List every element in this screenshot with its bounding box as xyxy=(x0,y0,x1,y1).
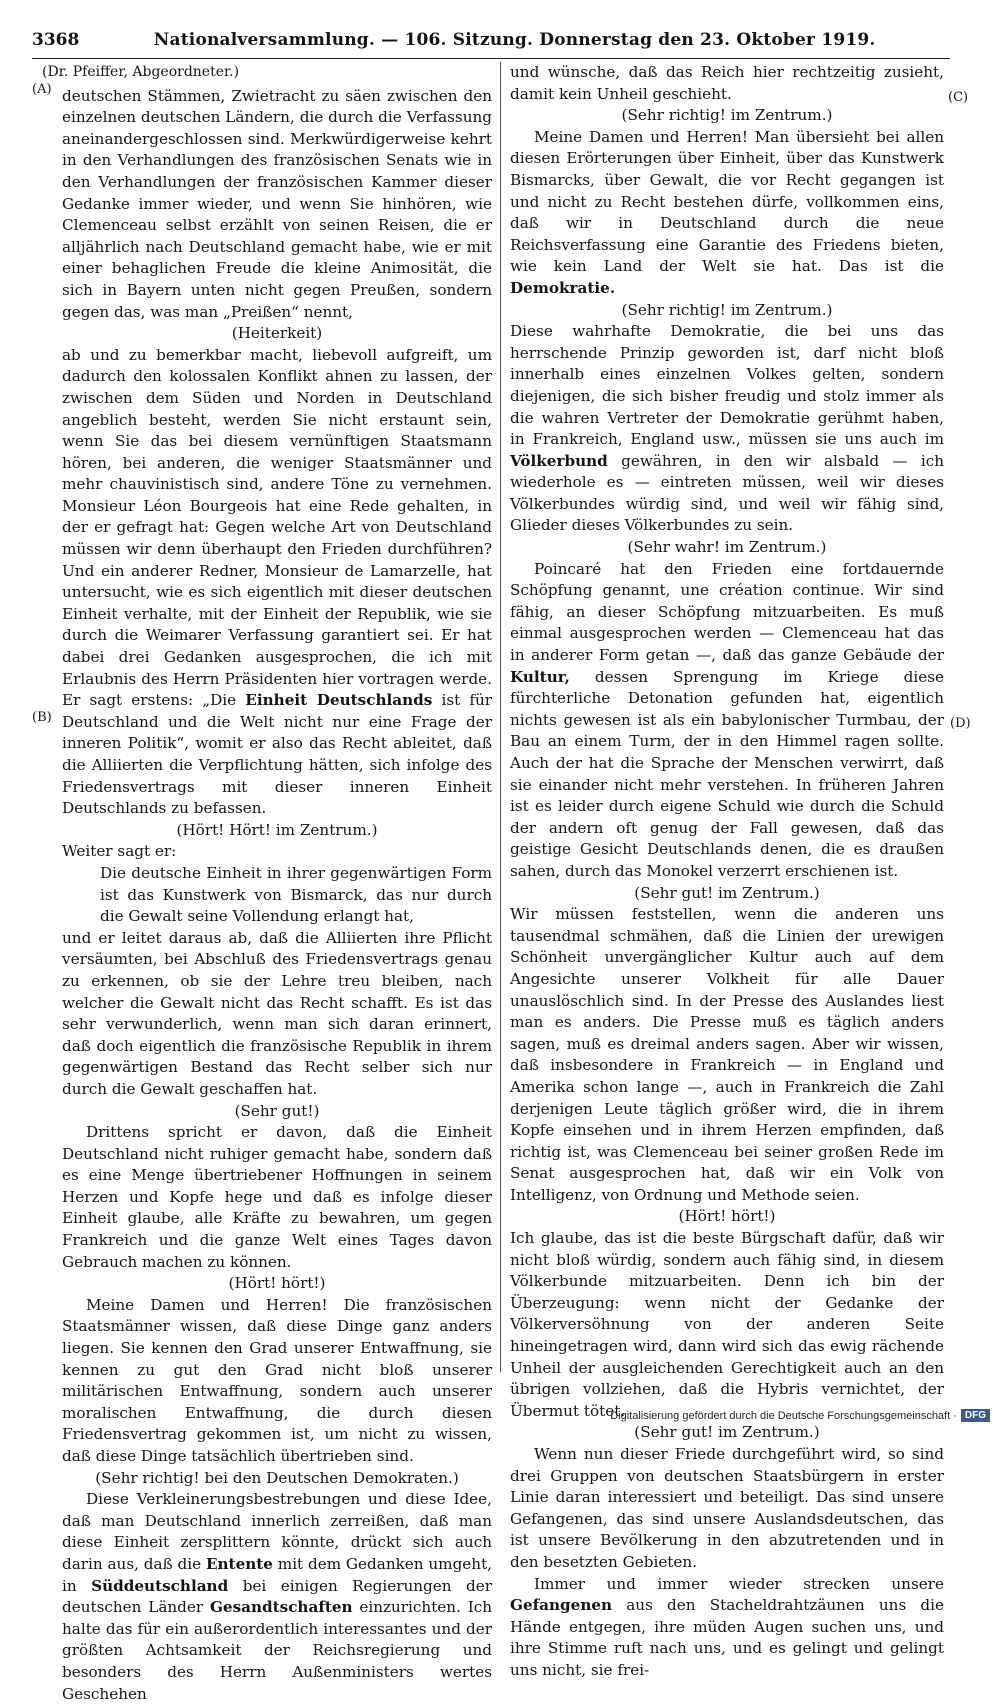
paragraph: Poincaré hat den Frieden eine fortdauernde Schöpfung genannt, une création continue. Wir sind fähig, an dieser Schöpfung mitzuarbeiten. Es muß einmal ausgesprochen werden — Clemenceau hat das in anderer Form getan —, daß das ganze Gebäude der Kultur, dessen Sprengung im Kriege diese fürchterliche Detonation gefunden hat, eigentlich nichts gewesen ist als ein babylonischer Turmbau, der Bau an einem Turm, der in den Himmel ragen sollte. Auch der hat die Sprache der Menschen verwirrt, daß sie einander nicht mehr verstehen. In früheren Jahren ist es leider durch eigene Schuld wie durch die Schuld der andern oft genug der Fall gewesen, daß das geistige Gesicht Deutschlands denen, die es draußen sahen, durch das Monokel verzerrt erschienen ist. xyxy=(510,559,944,880)
margin-marker-b: (B) xyxy=(32,710,52,725)
dfg-logo: DFG xyxy=(961,1409,990,1422)
paragraph: Wenn nun dieser Friede durchgeführt wird, so sind drei Gruppen von deutschen Staatsbürgern in erster Linie daran interessiert und beteiligt. Das sind unsere Gefangenen, das sind unsere Auslandsdeutschen, das ist unsere Bevölkerung in den abzutretenden und in den besetzten Gebieten. xyxy=(510,1445,944,1571)
interjection: (Hört! Hört! im Zentrum.) xyxy=(176,820,378,839)
quotation: Die deutsche Einheit in ihrer gegenwärtigen Form ist das Kunstwerk von Bismarck, das nur durch die Gewalt seine Vollendung erlangt hat, xyxy=(100,863,492,926)
interjection: (Sehr richtig! bei den Deutschen Demokraten.) xyxy=(95,1468,459,1487)
footer-credit xyxy=(610,1409,990,1422)
paragraph: und er leitet daraus ab, daß die Alliierten ihre Pflicht versäumten, bei Abschluß des Friedensvertrags genau zu erkennen, ob sie der Lehre treu bleiben, nach welcher die Gewalt nicht das Recht schafft. Es ist das sehr verwunderlich, wenn man sich daran erinnert, daß doch eigentlich die französische Republik in ihrem gegenwärtigen Bestand das Recht selber sich nur durch die Gewalt geschaffen hat. xyxy=(62,928,492,1098)
paragraph: Meine Damen und Herren! Man übersieht bei allen diesen Erörterungen über Einheit, über das Kunstwerk Bismarcks, über Gewalt, die vor Recht gegangen ist und nicht zu Recht bestehen dürfe, vollkommen eins, daß wir in Deutschland durch die neue Reichsverfassung eine Garantie des Friedens bieten, wie kein Land der Welt sie hat. Das ist die Demokratie. xyxy=(510,127,944,297)
page-title: Nationalversammlung. — 106. Sitzung. Donnerstag den 23. Oktober 1919. xyxy=(153,30,876,50)
speaker-label: (Dr. Pfeiffer, Abgeordneter.) xyxy=(42,64,240,80)
interjection: (Sehr gut!) xyxy=(234,1101,320,1120)
paragraph: Diese wahrhafte Demokratie, die bei uns das herrschende Prinzip geworden ist, darf nicht bloß innerhalb eines einzelnen Volkes gelten, sondern diejenigen, die sich bisher freudig und stolz immer als die wahren Vertreter der Demokratie gerühmt haben, in Frankreich, England usw., müssen sie uns auch im Völkerbund gewähren, in den wir alsbald — ich wiederhole es — eintreten müssen, weil wir dieses Völkerbundes würdig sind, und weil wir fähig sind, Glieder dieses Völkerbundes zu sein. xyxy=(510,322,944,535)
page-header xyxy=(32,30,950,54)
paragraph: Weiter sagt er: xyxy=(62,842,177,861)
margin-marker-a: (A) xyxy=(32,82,52,97)
footer-text: Digitalisierung gefördert durch die Deutsche Forschungsgemeinschaft · xyxy=(610,1409,957,1422)
column-divider xyxy=(500,62,501,1372)
margin-marker-d: (D) xyxy=(950,716,971,731)
paragraph: ab und zu bemerkbar macht, liebevoll aufgreift, um dadurch den kolossalen Konflikt ahnen zu lassen, der zwischen dem Süden und Norden in Deutschland angeblich besteht, werden Sie nicht erstaunt sein, wenn Sie das bei diesem vernünftigen Staatsmann hören, bei anderen, die weniger Staatsmänner und mehr chauvinistisch sind, andere Töne zu vernehmen. Monsieur Léon Bourgeois hat eine Rede gehalten, in der er gefragt hat: Gegen welche Art von Deutschland müssen wir denn überhaupt den Frieden durchführen? Und ein anderer Redner, Monsieur de Lamarzelle, hat untersucht, wie es sich eigentlich mit dieser deutschen Einheit verhalte, mit der Einheit der Republik, wie sie durch die Weimarer Verfassung garantiert sei. Er hat dabei drei Gedanken ausgesprochen, die ich mit Erlaubnis des Herrn Präsidenten hier vortragen werde. Er sagt erstens: „Die Einheit Deutschlands ist für Deutschland und die Welt nicht nur eine Frage der inneren Politik“, womit er also das Recht ableitet, daß die Alliierten die Verpflichtung hätten, sich infolge des Friedensvertrags mit dieser inneren Einheit Deutschlands zu befassen. xyxy=(62,345,493,818)
paragraph: Immer und immer wieder strecken unsere Gefangenen aus den Stacheldrahtzäunen uns die Hände entgegen, ihre müden Augen suchen uns, und ihre Stimme ruft nach uns, und es gelingt und gelingt uns nicht, sie frei- xyxy=(510,1574,944,1679)
paragraph: deutschen Stämmen, Zwietracht zu säen zwischen den einzelnen deutschen Ländern, die durch die Verfassung aneinandergeschlossen sind. Merkwürdigerweise kehrt in den Verhandlungen des französischen Senats wie in den Verhandlungen der französischen Kammer dieser Gedanke immer wieder, und wenn Sie hinhören, wie Clemenceau selbst erzählt von seinen Reisen, die er alljährlich nach Deutschland gemacht habe, wie er mit einer behaglichen Freude die kleine Animosität, die sich in Bayern unten nicht gegen Preußen, sondern gegen das, was man „Preißen“ nennt, xyxy=(62,86,492,321)
paragraph: und wünsche, daß das Reich hier rechtzeitig zusieht, damit kein Unheil geschieht. xyxy=(510,63,944,103)
interjection: (Sehr gut! im Zentrum.) xyxy=(634,883,820,902)
interjection: (Sehr richtig! im Zentrum.) xyxy=(621,300,833,319)
interjection: (Sehr richtig! im Zentrum.) xyxy=(621,106,833,125)
paragraph: Ich glaube, das ist die beste Bürgschaft dafür, daß wir nicht bloß würdig, sondern auch fähig sind, in diesem Völkerbunde mitzuarbeiten. Denn ich bin der Überzeugung: wenn nicht der Gedanke der Völkerversöhnung von der anderen Seite hineingetragen wird, dann wird sich das ewig rächende Unheil der ausgleichenden Gerechtigkeit auch an den übrigen vollziehen, daß die Hybris vernichtet, der Übermut tötet. xyxy=(510,1229,944,1420)
left-column xyxy=(42,62,493,1705)
interjection: (Hört! hört!) xyxy=(678,1207,776,1226)
header-rule xyxy=(32,58,950,59)
interjection: (Heiterkeit) xyxy=(231,324,323,343)
paragraph: Meine Damen und Herren! Die französischen Staatsmänner wissen, daß diese Dinge ganz anders liegen. Sie kennen den Grad unserer Entwaffnung, sie kennen zu gut den Grad nicht bloß unserer militärischen Entwaffnung, sondern auch unserer moralischen Entwaffnung, die durch diesen Friedensvertrag gekommen ist, um nicht zu wissen, daß diese Dinge tatsächlich übertrieben sind. xyxy=(62,1295,492,1465)
page-number: 3368 xyxy=(32,30,80,50)
interjection: (Sehr wahr! im Zentrum.) xyxy=(627,538,827,557)
paragraph: Drittens spricht er davon, daß die Einheit Deutschland nicht ruhiger gemacht habe, sondern daß es eine Menge übertriebener Hoffnungen in seinem Herzen und Kopfe hege und daß es infolge dieser Einheit glaube, alle Kräfte zu bewahren, um gegen Frankreich und die ganze Welt eines Tages davon Gebrauch machen zu können. xyxy=(62,1123,492,1271)
interjection: (Hört! hört!) xyxy=(228,1274,326,1293)
interjection: (Sehr gut! im Zentrum.) xyxy=(634,1423,820,1442)
margin-marker-c: (C) xyxy=(948,90,969,105)
paragraph: Diese Verkleinerungsbestrebungen und diese Idee, daß man Deutschland innerlich zerreißen, daß man diese Einheit zersplittern könnte, drückt sich auch darin aus, daß die Entente mit dem Gedanken umgeht, in Süddeutschland bei einigen Regierungen der deutschen Länder Gesandtschaften einzurichten. Ich halte das für ein außerordentlich interessantes und der größten Achtsamkeit der Reichsregierung und besonders des Herrn Außenministers wertes Geschehen xyxy=(62,1490,493,1703)
paragraph: Wir müssen feststellen, wenn die anderen uns tausendmal schmähen, daß die Linien der urewigen Schönheit unvergänglicher Kultur auch auf dem Angesichte unserer Volkheit für alle Dauer unauslöschlich sind. In der Presse des Auslandes liest man es anders. Die Presse muß es täglich anders sagen, muß es dreimal anders sagen. Aber wir wissen, daß insbesondere in Frankreich — in England und Amerika schon lange —, auch in Frankreich die Zahl derjenigen Leute täglich größer wird, die in ihrem Kopfe einsehen und in ihrem Herzen empfinden, daß richtig ist, was Clemenceau bei seiner großen Rede im Senat ausgesprochen hat, daß wir ein Volk von Intelligenz, von Ordnung und Methode seien. xyxy=(510,905,944,1204)
right-column xyxy=(510,62,944,1682)
